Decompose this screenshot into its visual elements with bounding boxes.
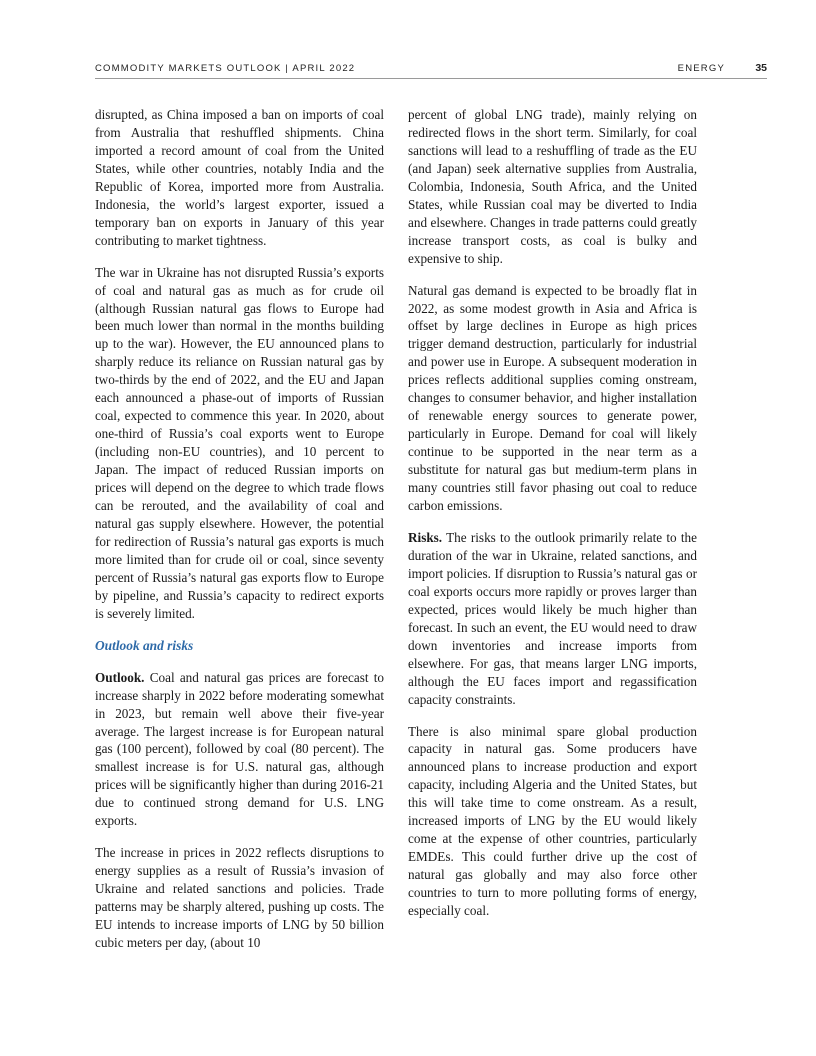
- paragraph-lead: Outlook.: [95, 669, 145, 685]
- paragraph: disrupted, as China imposed a ban on imports of coal from Australia that reshuffled shipments. China imported a record amount of coal from the United States, while other countries, notably India and the Republic of Korea, imported more from Australia. Indonesia, the world’s largest exporter, issued a temporary ban on exports in January of this year contributing to market tightness.: [95, 107, 384, 248]
- paragraph: The war in Ukraine has not disrupted Russia’s exports of coal and natural gas as much as for crude oil (although Russian natural gas flows to Europe had been much lower than normal in the months building up to the war). However, the EU announced plans to sharply reduce its reliance on Russian natural gas by two-thirds by the end of 2022, and the EU and Japan each announced a phase-out of imports of Russian coal, expected to commence this year. In 2020, about one-third of Russia’s coal exports went to Europe (including non-EU countries), and 10 percent to Japan. The impact of reduced Russian imports on prices will depend on the degree to which trade flows can be rerouted, and the availability of coal and natural gas supply elsewhere. However, the potential for redirection of Russia’s natural gas exports is much more limited than for crude oil or coal, since seventy percent of Russia’s natural gas exports flow to Europe by pipeline, and Russia’s capacity to redirect exports is severely limited.: [95, 264, 384, 621]
- running-header: [95, 62, 767, 78]
- header-divider: [95, 78, 767, 79]
- right-column: [408, 106, 697, 934]
- paragraph-body: Coal and natural gas prices are forecast to increase sharply in 2022 before moderating somewhat in 2023, but remain well above their five-year average. The largest increase is for European natural gas (100 percent), followed by coal (80 percent). The smallest increase is for U.S. natural gas, although prices will be significantly higher than during 2016-21 due to continued strong demand for U.S. LNG exports.: [95, 669, 384, 829]
- paragraph-lead: Risks.: [408, 529, 443, 545]
- paragraph: percent of global LNG trade), mainly relying on redirected flows in the short term. Similarly, for coal sanctions will lead to a reshuffling of trade as the EU (and Japan) seek alternative supplies from Australia, Colombia, Indonesia, South Africa, and the United States, while Russian coal may be diverted to India and elsewhere. Changes in trade patterns could greatly increase transport costs, as coal is bulky and expensive to ship.: [408, 107, 697, 266]
- paragraph-outlook: [95, 669, 384, 831]
- section-subheading: Outlook and risks: [95, 637, 194, 653]
- paragraph-body: The risks to the outlook primarily relate to the duration of the war in Ukraine, related sanctions, and import policies. If disruption to Russia’s natural gas or coal exports occurs more rapidly or proves larger than expected, prices would likely be much higher than forecast. In such an event, the EU would need to draw down inventories and increase imports from elsewhere. For gas, that means larger LNG imports, although the EU faces import and regassification capacity constraints.: [408, 529, 697, 707]
- paragraph-risks: [408, 529, 697, 709]
- left-column: [95, 106, 384, 966]
- paragraph: The increase in prices in 2022 reflects disruptions to energy supplies as a result of Russia’s invasion of Ukraine and related sanctions and policies. Trade patterns may be sharply altered, pushing up costs. The EU intends to increase imports of LNG by 50 billion cubic meters per day, (about 10: [95, 845, 384, 950]
- paragraph: There is also minimal spare global production capacity in natural gas. Some producers have announced plans to increase production and export capacity, including Algeria and the United States, but this will take time to come onstream. As a result, increased imports of LNG by the EU would likely come at the expense of other countries, particularly EMDEs. This could further drive up the cost of natural gas globally and may also force other countries to turn to more polluting forms of energy, especially coal.: [408, 723, 697, 919]
- publication-title: COMMODITY MARKETS OUTLOOK | APRIL 2022: [95, 63, 356, 74]
- section-name: ENERGY: [677, 63, 725, 74]
- page-number: 35: [755, 62, 767, 74]
- paragraph: Natural gas demand is expected to be broadly flat in 2022, as some modest growth in Asia and Africa is offset by large declines in Europe as high prices trigger demand destruction, particularly for industrial and power use in Europe. A subsequent moderation in prices reflects additional supplies coming onstream, changes to consumer behavior, and higher installation of renewable energy sources to generate power, particularly in Europe. Demand for coal will likely continue to be supported in the near term as a substitute for natural gas but medium-term plans in many countries still favor phasing out coal to reduce carbon emissions.: [408, 282, 697, 514]
